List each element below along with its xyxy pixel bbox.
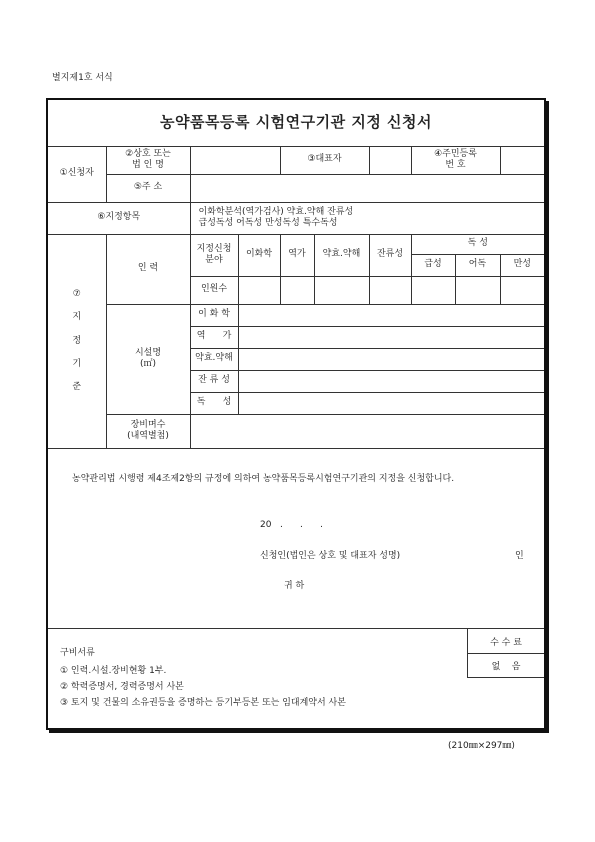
toxicity-acute: 급성: [411, 254, 455, 276]
headcount-acute-field[interactable]: [411, 276, 455, 304]
designation-items-line-1: 이화학분석(역가검사) 약효.약해 잔류성: [198, 206, 354, 217]
required-document-item: ① 인력.시설.장비현황 1부.: [60, 666, 167, 676]
equipment-label: 장비며수 (내역별첨): [106, 414, 190, 448]
headcount-residue-field[interactable]: [369, 276, 411, 304]
facility-row-physchem-field[interactable]: [238, 304, 544, 326]
field-header-efficacy: 약효.약해: [314, 234, 369, 276]
criteria-section-label: [48, 234, 106, 449]
field-header-residue: 잔류성: [369, 234, 411, 276]
representative-field[interactable]: [369, 146, 411, 174]
required-document-item: ③ 토지 및 건물의 소유권등을 증명하는 등기부등본 또는 임대계약서 사본: [60, 698, 346, 708]
form-number: 별지제1호 서식: [52, 73, 113, 83]
registration-number-field[interactable]: [500, 146, 544, 174]
declaration-area: [48, 458, 544, 628]
headcount-label: 인원수: [190, 276, 238, 304]
declaration-text: 농약관리법 시행령 제4조제2항의 규정에 의하여 농약품목등록시험연구기관의 지정을 신청합니다.: [72, 474, 455, 484]
fee-label: 수 수 료: [468, 629, 544, 654]
addressee: 귀 하: [284, 581, 305, 591]
facility-row-residue-label: 잔 류 성: [190, 370, 238, 392]
application-form: [46, 98, 546, 730]
headcount-efficacy-field[interactable]: [314, 276, 369, 304]
facility-row-toxicity-field[interactable]: [238, 392, 544, 414]
facility-row-residue-field[interactable]: [238, 370, 544, 392]
facility-row-toxicity-label: 독 성: [190, 392, 238, 414]
toxicity-header: 독 성: [411, 234, 544, 254]
address-field[interactable]: [190, 174, 544, 202]
fee-value: 없 음: [491, 662, 521, 672]
registration-number-label: ④주민등록 번 호: [411, 146, 500, 174]
field-header: 지정신청 분야: [190, 234, 238, 276]
representative-label: ③대표자: [280, 146, 369, 174]
designation-items-options: [190, 202, 544, 234]
paper-size-note: (210㎜×297㎜): [448, 741, 515, 751]
designation-items-line-2: 급성독성 어독성 만성독성 특수독성: [198, 218, 338, 228]
headcount-fish-field[interactable]: [455, 276, 500, 304]
required-documents-area: [48, 628, 544, 731]
personnel-label: 인 력: [106, 234, 190, 304]
field-header-potency: 역가: [280, 234, 314, 276]
facility-row-efficacy-field[interactable]: [238, 348, 544, 370]
toxicity-fish: 어독: [455, 254, 500, 276]
applicant-section-label: ①신청자: [48, 146, 106, 202]
headcount-potency-field[interactable]: [280, 276, 314, 304]
facility-row-physchem-label: 이 화 학: [190, 304, 238, 326]
designation-items-label: ⑥지정항목: [48, 202, 190, 234]
form-table: [48, 100, 544, 449]
application-date[interactable]: 20 . . .: [260, 520, 323, 530]
facility-label: 시설명 (㎡): [106, 304, 190, 414]
required-documents-title: 구비서류: [60, 648, 95, 658]
headcount-physchem-field[interactable]: [238, 276, 280, 304]
seal-mark: 인: [515, 551, 524, 561]
toxicity-chronic: 만성: [500, 254, 544, 276]
facility-row-efficacy-label: 약효.약해: [190, 348, 238, 370]
frame-shadow-right: [546, 101, 549, 733]
address-label: ⑤주 소: [106, 174, 190, 202]
headcount-chronic-field[interactable]: [500, 276, 544, 304]
required-document-item: ② 학력증명서, 경력증명서 사본: [60, 682, 184, 692]
field-header-physchem: 이화학: [238, 234, 280, 276]
company-name-field[interactable]: [190, 146, 280, 174]
company-name-label: ②상호 또는 법 인 명: [106, 146, 190, 174]
form-title: 농약품목등록 시험연구기관 지정 신청서: [48, 100, 544, 146]
fee-box: [467, 629, 544, 678]
facility-row-potency-field[interactable]: [238, 326, 544, 348]
equipment-field[interactable]: [190, 414, 544, 448]
facility-row-potency-label: 역 가: [190, 326, 238, 348]
criteria-section-text: ⑦ 지 정 기 준: [72, 288, 82, 393]
applicant-signature-label: 신청인(법인은 상호 및 대표자 성명): [260, 551, 401, 561]
